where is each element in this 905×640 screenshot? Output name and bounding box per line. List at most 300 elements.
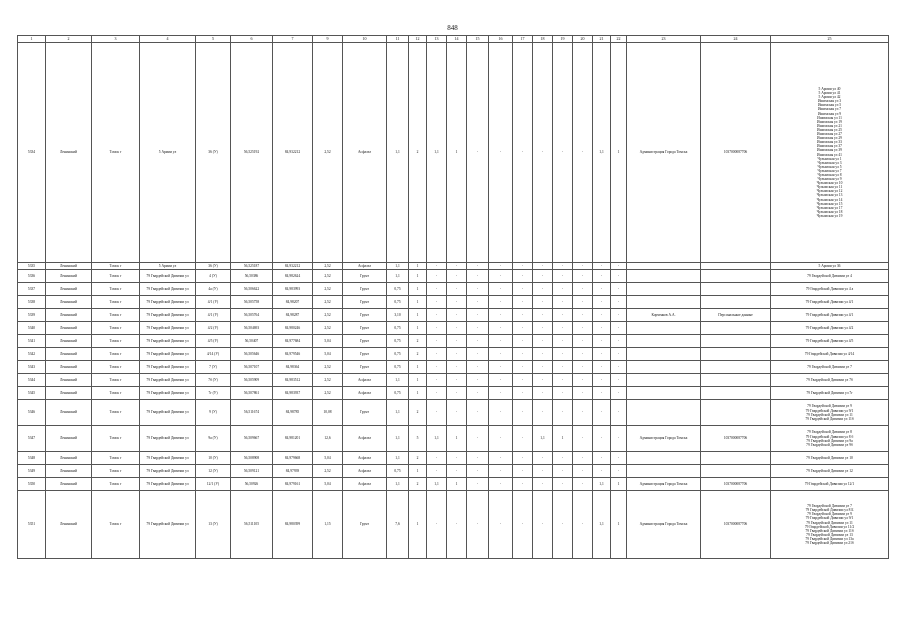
address-item: 79 Гвардейской Дивизии ул 11 xyxy=(806,520,853,525)
address-list-cell xyxy=(771,270,889,283)
value-cell: 1,1 xyxy=(387,400,409,426)
count-cell: - xyxy=(611,270,627,283)
area-cell: 2,52 xyxy=(313,270,343,283)
value-cell: - xyxy=(533,283,553,296)
district-cell: Ленинский xyxy=(46,491,92,559)
count-cell: - xyxy=(489,322,513,335)
ogrn-cell xyxy=(701,296,771,309)
address-item: Ишимская ул 41 xyxy=(817,152,842,157)
latitude-cell: 56,505758 xyxy=(231,296,273,309)
value-cell: - xyxy=(593,387,611,400)
street-cell: 79 Гвардейской Дивизии ул xyxy=(140,491,196,559)
count-cell: 2 xyxy=(409,348,427,361)
count-cell: - xyxy=(553,491,573,559)
value-cell: - xyxy=(573,322,593,335)
city-cell: Томск г xyxy=(92,426,140,452)
owner-cell xyxy=(627,322,701,335)
column-header: 13 xyxy=(427,36,447,43)
document-table xyxy=(17,35,889,559)
address-item: Чулымская ул 10 xyxy=(816,181,843,186)
latitude-cell: 56,509121 xyxy=(231,465,273,478)
site-cell: 7б (У) xyxy=(196,374,231,387)
value-cell: - xyxy=(513,465,533,478)
count-cell: - xyxy=(489,374,513,387)
site-cell: 36 (У) xyxy=(196,263,231,270)
value-cell: - xyxy=(573,387,593,400)
surface-cell: Грунт xyxy=(343,309,387,322)
count-cell: 5 xyxy=(409,426,427,452)
address-item: 79 Гвардейской Дивизии ул 11б xyxy=(805,416,854,421)
district-cell: Ленинский xyxy=(46,335,92,348)
address-item: Ишимская ул 3 xyxy=(817,99,842,104)
owner-cell xyxy=(627,283,701,296)
district-cell: Ленинский xyxy=(46,426,92,452)
table-row xyxy=(18,335,889,348)
address-item: Чулымская ул 18 xyxy=(816,209,843,214)
value-cell: - xyxy=(593,270,611,283)
value-cell: - xyxy=(513,283,533,296)
surface-cell: Грунт xyxy=(343,296,387,309)
surface-cell: Грунт xyxy=(343,270,387,283)
street-cell: 79 Гвардейской Дивизии ул xyxy=(140,426,196,452)
address-list-cell xyxy=(771,387,889,400)
district-cell: Ленинский xyxy=(46,452,92,465)
address-item: Чулымская ул 19 xyxy=(816,213,843,218)
address-list-cell xyxy=(771,465,889,478)
value-cell: - xyxy=(533,43,553,263)
address-item: Ишимская ул 5 xyxy=(817,103,842,108)
address-item: 79 Гвардейской Дивизии ул 11 xyxy=(806,412,853,417)
value-cell: - xyxy=(533,465,553,478)
value-cell: 1,1 xyxy=(387,270,409,283)
surface-cell: Грунт xyxy=(343,335,387,348)
district-cell: Ленинский xyxy=(46,387,92,400)
table-row xyxy=(18,283,889,296)
value-cell: - xyxy=(513,322,533,335)
value-cell: - xyxy=(533,400,553,426)
count-cell: - xyxy=(611,361,627,374)
column-header: 23 xyxy=(627,36,701,43)
address-item: Чулымская ул 11 xyxy=(816,185,843,190)
value-cell: - xyxy=(467,43,489,263)
value-cell: - xyxy=(533,263,553,270)
table-row xyxy=(18,270,889,283)
district-cell: Ленинский xyxy=(46,361,92,374)
ogrn-cell xyxy=(701,335,771,348)
row-id: 5338 xyxy=(18,296,46,309)
column-header: 17 xyxy=(513,36,533,43)
address-item: Ишимская ул 7 xyxy=(817,107,842,112)
longitude-cell: 84,98364 xyxy=(273,361,313,374)
table-row xyxy=(18,309,889,322)
row-id: 5349 xyxy=(18,465,46,478)
count-cell: - xyxy=(611,348,627,361)
site-cell: 12/1 (У) xyxy=(196,478,231,491)
count-cell: - xyxy=(611,426,627,452)
count-cell: - xyxy=(611,452,627,465)
value-cell: - xyxy=(467,335,489,348)
value-cell: - xyxy=(533,452,553,465)
ogrn-cell: 1037000087706 xyxy=(701,491,771,559)
longitude-cell: 84,98207 xyxy=(273,296,313,309)
latitude-cell: 56,50386 xyxy=(231,270,273,283)
street-cell: 79 Гвардейской Дивизии ул xyxy=(140,387,196,400)
address-item: Ишимская ул 11 xyxy=(817,115,842,120)
site-cell: 13 (У) xyxy=(196,491,231,559)
count-cell: - xyxy=(447,361,467,374)
address-item: 79 Гвардейской Дивизии ул 7б xyxy=(806,378,853,383)
address-item: 79 Гвардейской Дивизии ул 7 xyxy=(807,504,852,509)
count-cell: - xyxy=(553,309,573,322)
owner-cell: Администрация Города Томска xyxy=(627,478,701,491)
count-cell: - xyxy=(611,296,627,309)
value-cell: - xyxy=(513,452,533,465)
address-list-cell xyxy=(771,263,889,270)
street-cell: 79 Гвардейской Дивизии ул xyxy=(140,322,196,335)
address-item: Чулымская ул 3 xyxy=(817,160,842,165)
district-cell: Ленинский xyxy=(46,296,92,309)
value-cell: 7,6 xyxy=(387,491,409,559)
value-cell: - xyxy=(467,478,489,491)
address-list-cell xyxy=(771,322,889,335)
address-item: 79 Гвардейской Дивизии ул 13 xyxy=(806,532,853,537)
address-item: 79 Гвардейской Дивизии ул 9/1 xyxy=(805,408,854,413)
city-cell: Томск г xyxy=(92,263,140,270)
table-row xyxy=(18,263,889,270)
count-cell: - xyxy=(611,400,627,426)
ogrn-cell xyxy=(701,387,771,400)
value-cell: - xyxy=(427,263,447,270)
area-cell: 2,52 xyxy=(313,283,343,296)
table-row xyxy=(18,452,889,465)
value-cell: - xyxy=(573,400,593,426)
value-cell: - xyxy=(593,283,611,296)
street-cell: 5 Армии ул xyxy=(140,263,196,270)
surface-cell: Асфальт xyxy=(343,43,387,263)
city-cell: Томск г xyxy=(92,283,140,296)
column-header: 4 xyxy=(140,36,196,43)
ogrn-cell xyxy=(701,263,771,270)
value-cell: - xyxy=(427,387,447,400)
owner-cell xyxy=(627,348,701,361)
count-cell: - xyxy=(489,263,513,270)
site-cell: 4/5 (У) xyxy=(196,335,231,348)
surface-cell: Грунт xyxy=(343,361,387,374)
row-id: 5343 xyxy=(18,361,46,374)
row-id: 5340 xyxy=(18,322,46,335)
value-cell: - xyxy=(593,361,611,374)
value-cell: 0,75 xyxy=(387,387,409,400)
street-cell: 79 Гвардейской Дивизии ул xyxy=(140,335,196,348)
address-item: 79 Гвардейской Дивизии ул 21б xyxy=(805,540,854,545)
site-cell: 4 (У) xyxy=(196,270,231,283)
owner-cell xyxy=(627,465,701,478)
owner-cell: Администрация Города Томска xyxy=(627,426,701,452)
value-cell: - xyxy=(533,361,553,374)
column-header: 7 xyxy=(273,36,313,43)
latitude-cell: 56,505646 xyxy=(231,348,273,361)
value-cell: - xyxy=(513,426,533,452)
city-cell: Томск г xyxy=(92,491,140,559)
surface-cell: Грунт xyxy=(343,322,387,335)
site-cell: 7г (У) xyxy=(196,387,231,400)
count-cell: - xyxy=(553,400,573,426)
address-item: 79 Гвардейской Дивизии ул 4 а xyxy=(805,287,854,292)
count-cell: 1 xyxy=(409,270,427,283)
address-item: 79 Гвардейской Дивизии ул 7г xyxy=(806,391,853,396)
column-header: 14 xyxy=(447,36,467,43)
value-cell: - xyxy=(513,348,533,361)
address-list-cell xyxy=(771,283,889,296)
area-cell: 2,52 xyxy=(313,43,343,263)
value-cell: - xyxy=(513,361,533,374)
ogrn-cell xyxy=(701,452,771,465)
district-cell: Ленинский xyxy=(46,263,92,270)
value-cell: 1,1 xyxy=(533,426,553,452)
table-row xyxy=(18,348,889,361)
value-cell: - xyxy=(513,263,533,270)
address-item: 5 Армии ул 40 xyxy=(818,87,841,91)
address-item: Ишимская ул 33 xyxy=(817,140,842,145)
address-item: 5 Армии ул 42 xyxy=(818,95,841,100)
site-cell: 4/1 (У) xyxy=(196,296,231,309)
count-cell: 1 xyxy=(409,491,427,559)
value-cell: - xyxy=(513,491,533,559)
value-cell: 0,75 xyxy=(387,361,409,374)
count-cell: - xyxy=(489,491,513,559)
value-cell: 0,75 xyxy=(387,322,409,335)
column-header: 22 xyxy=(611,36,627,43)
street-cell: 79 Гвардейской Дивизии ул xyxy=(140,348,196,361)
surface-cell: Асфальт xyxy=(343,263,387,270)
ogrn-cell xyxy=(701,361,771,374)
value-cell: - xyxy=(533,478,553,491)
count-cell: - xyxy=(489,296,513,309)
site-cell: 7 (У) xyxy=(196,361,231,374)
area-cell: 5,04 xyxy=(313,478,343,491)
count-cell: 1 xyxy=(409,361,427,374)
site-cell: 9 (У) xyxy=(196,400,231,426)
value-cell: - xyxy=(427,465,447,478)
longitude-cell: 84,977684 xyxy=(273,335,313,348)
count-cell: - xyxy=(447,309,467,322)
street-cell: 79 Гвардейской Дивизии ул xyxy=(140,465,196,478)
count-cell: - xyxy=(553,283,573,296)
street-cell: 79 Гвардейской Дивизии ул xyxy=(140,283,196,296)
surface-cell: Грунт xyxy=(343,400,387,426)
area-cell: 5,04 xyxy=(313,348,343,361)
value-cell: - xyxy=(533,374,553,387)
value-cell: - xyxy=(593,400,611,426)
value-cell: 0,75 xyxy=(387,296,409,309)
value-cell: - xyxy=(467,270,489,283)
address-item: Чулымская ул 7 xyxy=(817,168,842,173)
value-cell: 1,1 xyxy=(387,426,409,452)
row-id: 5348 xyxy=(18,452,46,465)
latitude-cell: 56,50926 xyxy=(231,478,273,491)
owner-cell xyxy=(627,335,701,348)
address-item: 79 Гвардейской Дивизии ул 9б xyxy=(806,442,853,447)
district-cell: Ленинский xyxy=(46,322,92,335)
value-cell: - xyxy=(573,43,593,263)
value-cell: - xyxy=(593,335,611,348)
owner-cell xyxy=(627,374,701,387)
value-cell: - xyxy=(593,322,611,335)
address-item: Ишимская ул 25 xyxy=(817,127,842,132)
value-cell: 1,1 xyxy=(427,43,447,263)
value-cell: - xyxy=(467,452,489,465)
site-cell: 9а (У) xyxy=(196,426,231,452)
address-item: 79 Гвардейской Дивизии ул 10 xyxy=(806,456,853,461)
address-item: 5 Армии ул 41 xyxy=(818,91,841,96)
ogrn-cell xyxy=(701,283,771,296)
count-cell: - xyxy=(489,270,513,283)
value-cell: - xyxy=(467,263,489,270)
district-cell: Ленинский xyxy=(46,283,92,296)
value-cell: 1,1 xyxy=(387,452,409,465)
count-cell: - xyxy=(553,361,573,374)
address-item: 79 Гвардейской Дивизии ул 12 xyxy=(806,469,853,474)
value-cell: - xyxy=(467,387,489,400)
column-header: 20 xyxy=(573,36,593,43)
table-row xyxy=(18,400,889,426)
count-cell: - xyxy=(447,400,467,426)
latitude-cell: 56,511105 xyxy=(231,491,273,559)
count-cell: - xyxy=(489,309,513,322)
count-cell: 1 xyxy=(611,478,627,491)
address-item: 79 Гвардейской Дивизии ул 9а xyxy=(806,438,853,443)
count-cell: - xyxy=(611,322,627,335)
city-cell: Томск г xyxy=(92,361,140,374)
value-cell: - xyxy=(427,374,447,387)
value-cell: - xyxy=(593,426,611,452)
value-cell: - xyxy=(467,348,489,361)
value-cell: - xyxy=(593,296,611,309)
value-cell: - xyxy=(467,361,489,374)
surface-cell: Грунт xyxy=(343,348,387,361)
count-cell: - xyxy=(553,452,573,465)
area-cell: 2,52 xyxy=(313,465,343,478)
address-list-cell xyxy=(771,335,889,348)
count-cell: 1 xyxy=(447,478,467,491)
address-list-cell xyxy=(771,348,889,361)
site-cell: 4/14 (У) xyxy=(196,348,231,361)
value-cell: - xyxy=(427,270,447,283)
count-cell: - xyxy=(489,43,513,263)
value-cell: - xyxy=(573,263,593,270)
count-cell: 1 xyxy=(409,283,427,296)
value-cell: - xyxy=(427,296,447,309)
column-header: 15 xyxy=(467,36,489,43)
district-cell: Ленинский xyxy=(46,348,92,361)
address-item: 79 Гвардейской Дивизии ул 4 xyxy=(807,274,852,279)
city-cell: Томск г xyxy=(92,270,140,283)
value-cell: - xyxy=(573,270,593,283)
address-item: Чулымская ул 17 xyxy=(816,205,843,210)
value-cell: - xyxy=(427,309,447,322)
count-cell: 1 xyxy=(409,465,427,478)
table-row xyxy=(18,426,889,452)
address-list-cell xyxy=(771,296,889,309)
area-cell: 12,6 xyxy=(313,426,343,452)
count-cell: 1 xyxy=(409,322,427,335)
count-cell: - xyxy=(489,452,513,465)
count-cell: - xyxy=(553,335,573,348)
latitude-cell: 56,525187 xyxy=(231,263,273,270)
street-cell: 79 Гвардейской Дивизии ул xyxy=(140,452,196,465)
count-cell: 1 xyxy=(409,263,427,270)
value-cell: - xyxy=(533,387,553,400)
count-cell: 1 xyxy=(447,426,467,452)
address-item: 79 Гвардейской Дивизии ул 8 Б xyxy=(805,508,854,513)
site-cell: 12 (У) xyxy=(196,465,231,478)
row-id: 5346 xyxy=(18,400,46,426)
ogrn-cell xyxy=(701,270,771,283)
count-cell: - xyxy=(489,283,513,296)
row-id: 5341 xyxy=(18,335,46,348)
owner-cell xyxy=(627,296,701,309)
value-cell: - xyxy=(573,283,593,296)
value-cell: - xyxy=(427,322,447,335)
value-cell: 0,75 xyxy=(387,465,409,478)
latitude-cell: 56,525192 xyxy=(231,43,273,263)
value-cell: - xyxy=(533,309,553,322)
value-cell: - xyxy=(513,374,533,387)
address-item: Ишимская ул 37 xyxy=(817,144,842,149)
street-cell: 5 Армии ул xyxy=(140,43,196,263)
count-cell: - xyxy=(611,374,627,387)
city-cell: Томск г xyxy=(92,478,140,491)
count-cell: 1 xyxy=(553,426,573,452)
count-cell: - xyxy=(611,263,627,270)
latitude-cell: 56,50407 xyxy=(231,335,273,348)
count-cell: - xyxy=(489,400,513,426)
latitude-cell: 56,505764 xyxy=(231,309,273,322)
owner-cell: Корченков А.А. xyxy=(627,309,701,322)
site-cell: 36 (У) xyxy=(196,43,231,263)
table-row xyxy=(18,322,889,335)
count-cell: - xyxy=(489,387,513,400)
address-item: 79 Гвардейской Дивизии ул 12/1 xyxy=(804,482,855,487)
longitude-cell: 84,980246 xyxy=(273,322,313,335)
ogrn-cell xyxy=(701,374,771,387)
address-item: Ишимская ул 39 xyxy=(817,148,842,153)
count-cell: 1 xyxy=(611,43,627,263)
address-list-cell xyxy=(771,491,889,559)
longitude-cell: 84,983937 xyxy=(273,387,313,400)
city-cell: Томск г xyxy=(92,309,140,322)
value-cell: 1,1 xyxy=(387,374,409,387)
longitude-cell: 84,981201 xyxy=(273,426,313,452)
address-list-cell xyxy=(771,309,889,322)
value-cell: - xyxy=(427,335,447,348)
value-cell: - xyxy=(533,491,553,559)
latitude-cell: 56,505909 xyxy=(231,374,273,387)
column-header: 25 xyxy=(771,36,889,43)
owner-cell xyxy=(627,361,701,374)
value-cell: - xyxy=(533,322,553,335)
ogrn-cell xyxy=(701,400,771,426)
count-cell: - xyxy=(489,335,513,348)
table-row xyxy=(18,296,889,309)
street-cell: 79 Гвардейской Дивизии ул xyxy=(140,296,196,309)
address-item: 5 Армии ул 36 xyxy=(818,264,841,268)
count-cell: - xyxy=(553,43,573,263)
latitude-cell: 56,509667 xyxy=(231,426,273,452)
count-cell: 1 xyxy=(409,387,427,400)
address-item: 79 Гвардейской Дивизии ул 11б xyxy=(805,528,854,533)
city-cell: Томск г xyxy=(92,322,140,335)
